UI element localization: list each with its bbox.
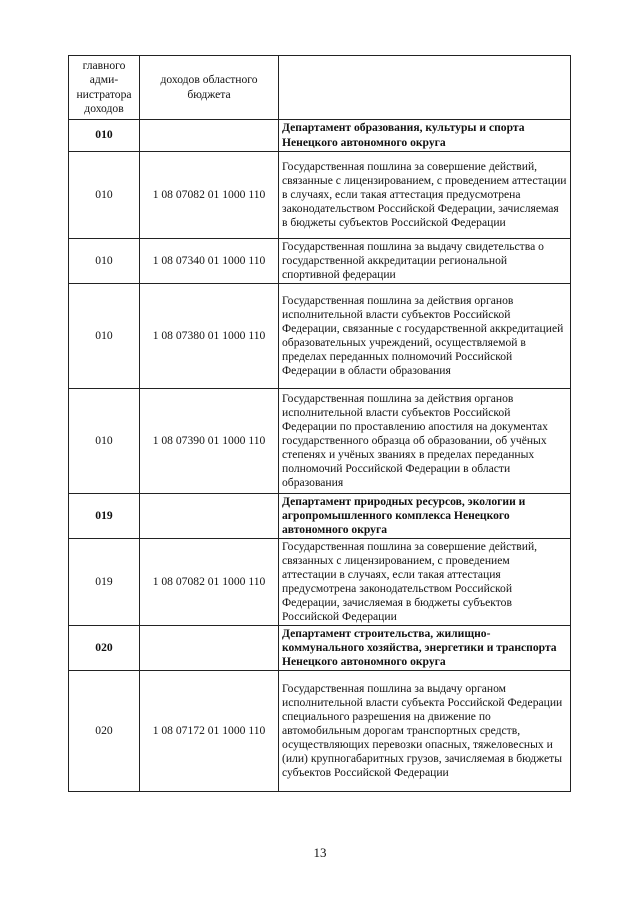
income-row [69,389,571,494]
admin-code-cell: 019 [69,539,140,626]
page-number: 13 [313,845,327,860]
department-row [69,120,571,152]
income-row [69,671,571,792]
description-cell: Государственная пошлина за выдачу органом исполнительной власти субъекта Российской Федерации специального разрешения на движение по автомобильным дорогам транспортных средств, осуществляющих перевозки опасных, тяжеловесных и (или) крупногабаритных грузов, зачисляемая в бюджеты субъектов Российской Федерации [279,671,571,792]
admin-code-cell: 019 [69,494,140,539]
income-code-cell [140,494,279,539]
income-code-cell: 1 08 07082 01 1000 110 [140,152,279,239]
header-income-code: доходов областного бюджета [140,56,279,120]
income-row [69,539,571,626]
admin-code-cell: 010 [69,239,140,284]
income-code-cell: 1 08 07082 01 1000 110 [140,539,279,626]
income-code-cell: 1 08 07340 01 1000 110 [140,239,279,284]
income-code-cell [140,626,279,671]
admin-code-cell: 010 [69,120,140,152]
header-description [279,56,571,120]
admin-code-cell: 010 [69,389,140,494]
income-code-cell: 1 08 07172 01 1000 110 [140,671,279,792]
admin-code-cell: 020 [69,671,140,792]
description-cell: Государственная пошлина за действия органов исполнительной власти субъектов Российской Федерации по проставлению апостиля на документах государственного образца об образовании, об учёных степенях и учёных званиях в пределах переданных полномочий Российской Федерации в области образования [279,389,571,494]
description-cell: Государственная пошлина за действия органов исполнительной власти субъектов Российской Федерации, связанные с государственной аккредитацией образовательных учреждений, осуществляемой в пределах переданных полномочий Российской Федерации в области образования [279,284,571,389]
table-header-row [69,56,571,120]
income-code-cell: 1 08 07390 01 1000 110 [140,389,279,494]
description-cell: Государственная пошлина за выдачу свидетельства о государственной аккредитации региональной спортивной федерации [279,239,571,284]
header-admin-code: главного адми-нистратора доходов [69,56,140,120]
description-cell: Государственная пошлина за совершение действий, связанные с лицензированием, с проведением аттестации в случаях, если такая аттестация предусмотрена законодательством Российской Федерации, зачисляемая в бюджеты субъектов Российской Федерации [279,152,571,239]
income-row [69,152,571,239]
description-cell: Департамент природных ресурсов, экологии и агропромышленного комплекса Ненецкого автономного округа [279,494,571,539]
income-row [69,239,571,284]
description-cell: Государственная пошлина за совершение действий, связанных с лицензированием, с проведением аттестации в случаях, если такая аттестация предусмотрена законодательством Российской Федерации, зачисляемая в бюджеты субъектов Российской Федерации [279,539,571,626]
admin-code-cell: 020 [69,626,140,671]
admin-code-cell: 010 [69,152,140,239]
department-row [69,494,571,539]
income-row [69,284,571,389]
department-row [69,626,571,671]
description-cell: Департамент образования, культуры и спорта Ненецкого автономного округа [279,120,571,152]
income-code-cell [140,120,279,152]
income-codes-table [68,55,571,792]
description-cell: Департамент строительства, жилищно-коммунального хозяйства, энергетики и транспорта Ненецкого автономного округа [279,626,571,671]
income-code-cell: 1 08 07380 01 1000 110 [140,284,279,389]
admin-code-cell: 010 [69,284,140,389]
